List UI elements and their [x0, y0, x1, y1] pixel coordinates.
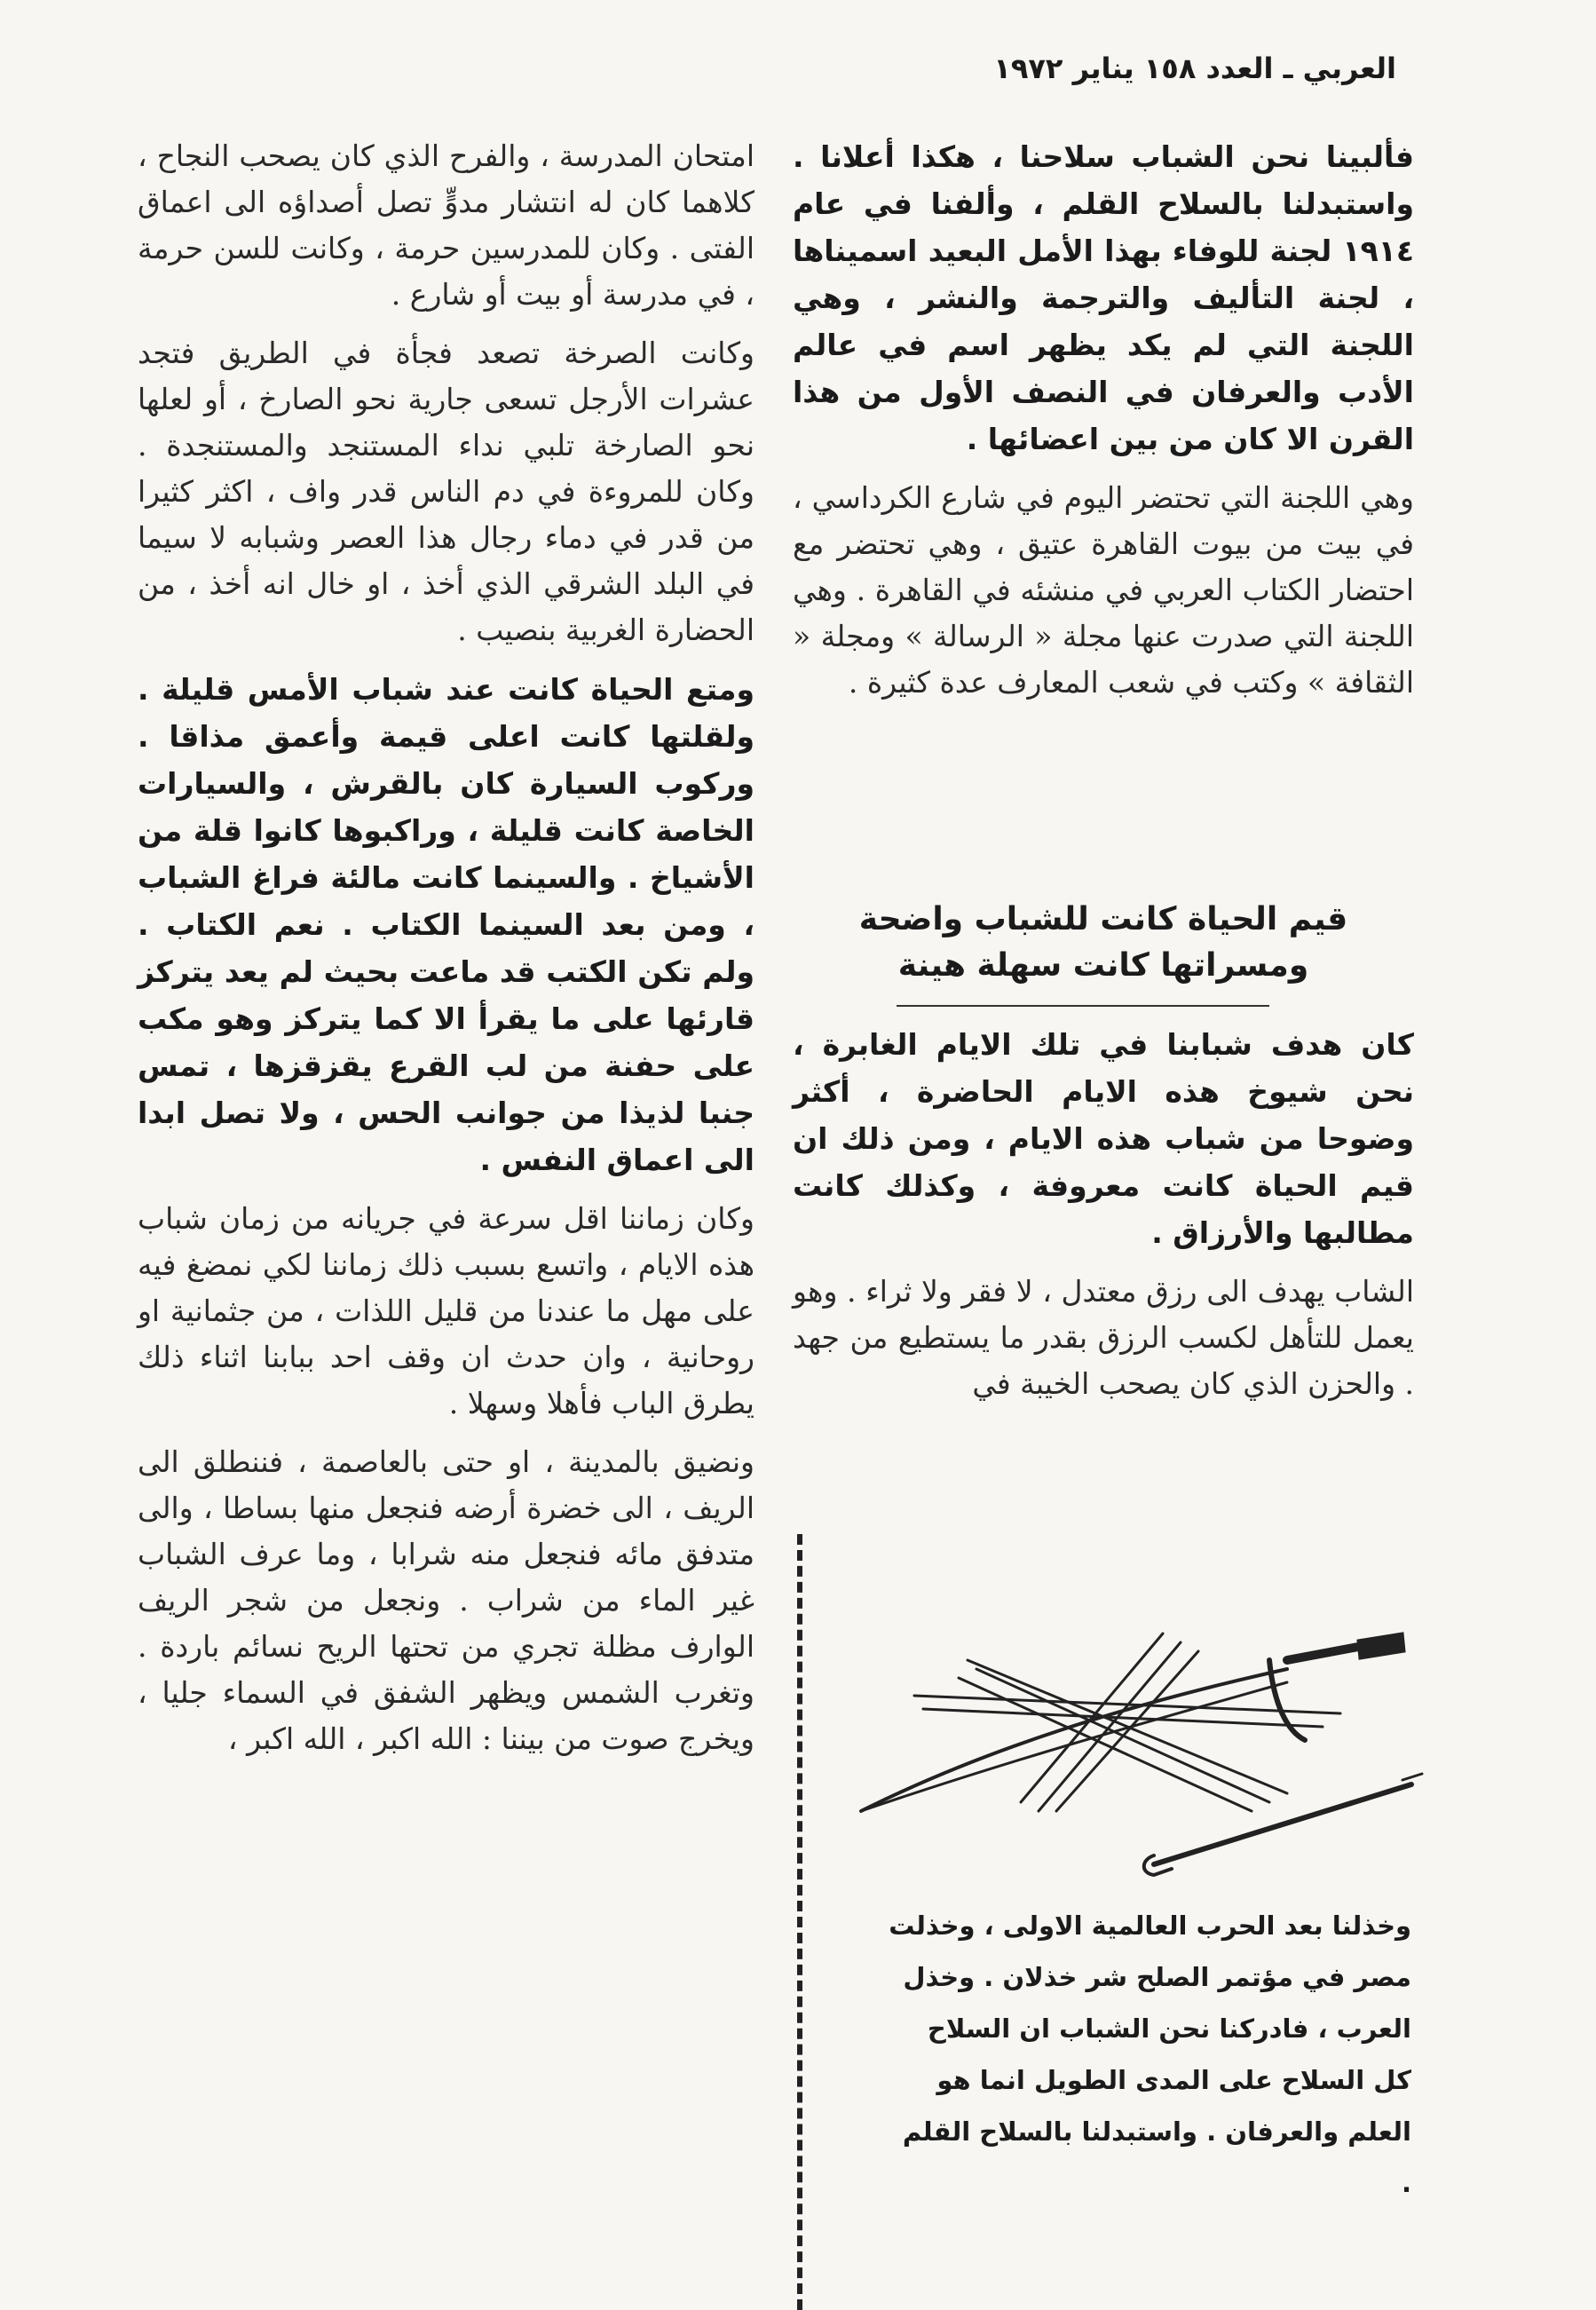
illustration-caption: وخذلنا بعد الحرب العالمية الاولى ، وخذلت مصر في مؤتمر الصلح شر خذلان . وخذل العرب ، فادركنا نحن الشباب ان السلاح كل السلاح على المدى الطويل انما هو العلم والعرفان . واستبدلنا بالسلاح القلم .: [889, 1910, 1411, 2198]
right-column-lower: [793, 1021, 1414, 1420]
sword-and-pen-illustration: [790, 1527, 1429, 1882]
left-paragraph-3-bold: ومتع الحياة كانت عند شباب الأمس قليلة . ولقلتها كانت اعلى قيمة وأعمق مذاقا . وركوب السيارة كان بالقرش ، والسيارات الخاصة كانت قليلة ، وراكبوها كانوا قلة من الأشياخ . والسينما كانت مالئة فراغ الشباب ، ومن بعد السينما الكتاب . نعم الكتاب . ولم تكن الكتب قد ماعت بحيث لم يعد يتركز قارئها على ما يقرأ الا كما يتركز وهو مكب على حفنة من لب القرع يقزقزها ، تمس جنبا لذيذا من جوانب الحس ، ولا تصل ابدا الى اعماق النفس .: [138, 672, 755, 1177]
right-normal-paragraph: وهي اللجنة التي تحتضر اليوم في شارع الكرداسي ، في بيت من بيوت القاهرة عتيق ، وهي تحتضر مع احتضار الكتاب العربي في منشئه في القاهرة . وهي اللجنة التي صدرت عنها مجلة « الرسالة » ومجلة « الثقافة » وكتب في شعب المعارف عدة كثيرة .: [793, 480, 1414, 700]
right-lower-normal-paragraph: الشاب يهدف الى رزق معتدل ، لا فقر ولا ثراء . وهو يعمل للتأهل لكسب الرزق بقدر ما يستطيع من جهد . والحزن الذي كان يصحب الخيبة في: [793, 1274, 1414, 1401]
left-paragraph-1: امتحان المدرسة ، والفرح الذي كان يصحب النجاح ، كلاهما كان له انتشار مدوٍّ تصل أصداؤه الى اعماق الفتى . وكان للمدرسين حرمة ، وكانت للسن حرمة ، في مدرسة أو بيت أو شارع .: [138, 138, 755, 312]
left-paragraph-2: وكانت الصرخة تصعد فجأة في الطريق فتجد عشرات الأرجل تسعى جارية نحو الصارخ ، أو لعلها نحو الصارخة تلبي نداء المستنجد والمستنجدة . وكان للمروءة في دم الناس قدر واف ، اكثر كثيرا من قدر في دماء رجال هذا العصر وشبابه لا سيما في البلد الشرقي الذي أخذ ، او خال انه أخذ ، من الحضارة الغربية بنصيب .: [138, 336, 755, 647]
left-column: [138, 133, 755, 1775]
right-bold-paragraph: فألبينا نحن الشباب سلاحنا ، هكذا أعلانا . واستبدلنا بالسلاح القلم ، وألفنا في عام ١٩١٤ لجنة للوفاء بهذا الأمل البعيد اسميناها ، لجنة التأليف والترجمة والنشر ، وهي اللجنة التي لم يكد يظهر اسم في عالم الأدب والعرفان في النصف الأول من هذا القرن الا كان من بين اعضائها .: [793, 139, 1414, 456]
section-subheading: [793, 897, 1414, 989]
subheading-underline: [897, 1005, 1269, 1007]
left-paragraph-5: ونضيق بالمدينة ، او حتى بالعاصمة ، فننطلق الى الريف ، الى خضرة أرضه فنجعل منها بساطا ، والى متدفق مائه فنجعل منه شرابا ، وما عرف الشباب غير الماء من شراب . ونجعل من شجر الريف الوارف مظلة تجري من تحتها الريح نسائم باردة . وتغرب الشمس ويظهر الشفق في السماء جليا ، ويخرج صوت من بيننا : الله اكبر ، الله اكبر ،: [138, 1444, 755, 1756]
left-paragraph-4: وكان زماننا اقل سرعة في جريانه من زمان شباب هذه الايام ، واتسع بسبب ذلك زماننا لكي نمضغ فيه على مهل ما عندنا من قليل اللذات ، من جثمانية او روحانية ، وان حدث ان وقف احد ببابنا اثناء ذلك يطرق الباب فأهلا وسهلا .: [138, 1201, 755, 1420]
right-column-top: [793, 133, 1414, 718]
page-header: العربي ـ العدد ١٥٨ يناير ١٩٧٢: [993, 51, 1396, 85]
subheading-line-2: ومسراتها كانت سهلة هينة: [897, 947, 1309, 984]
right-lower-bold-paragraph: كان هدف شبابنا في تلك الايام الغابرة ، نحن شيوخ هذه الايام الحاضرة ، أكثر وضوحا من شباب هذه الايام ، ومن ذلك ان قيم الحياة كانت معروفة ، وكذلك كانت مطالبها والأرزاق .: [793, 1027, 1414, 1250]
subheading-line-1: قيم الحياة كانت للشباب واضحة: [858, 901, 1348, 937]
